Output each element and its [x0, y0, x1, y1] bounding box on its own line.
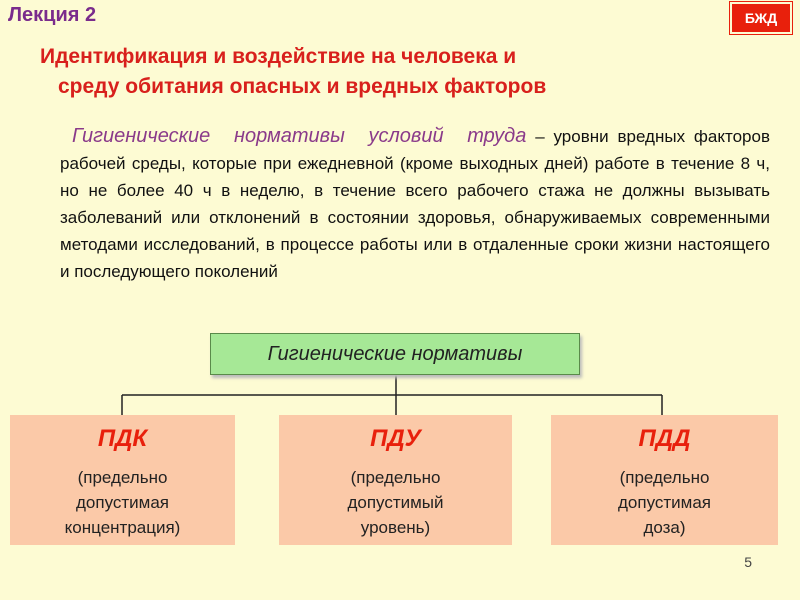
node-abbr: ПДД: [638, 425, 691, 452]
title-line-1: Идентификация и воздействие на человека и: [40, 45, 517, 68]
node-desc-line: уровень): [360, 518, 431, 537]
root-node-box: Гигиенические нормативы: [210, 333, 580, 375]
page-number: 5: [744, 554, 752, 570]
node-box-pdd: [551, 415, 778, 545]
node-description: [551, 465, 778, 540]
definition-term: Гигиенические нормативы условий труда: [72, 125, 527, 147]
node-desc-line: (предельно: [77, 468, 168, 487]
node-abbr: ПДК: [97, 425, 148, 452]
course-badge: БЖД: [730, 2, 792, 34]
node-box-pdu: [279, 415, 512, 545]
node-desc-line: допустимая: [75, 493, 170, 512]
node-desc-line: доза): [643, 518, 686, 537]
title-line-2: среду обитания опасных и вредных факторов: [58, 75, 547, 98]
node-desc-line: (предельно: [350, 468, 441, 487]
definition-text: – уровни вредных факторов рабочей среды, которые при ежедневной (кроме выходных дней) работе в течение 8 ч, но не более 40 ч в неделю, в течение всего рабочего стажа не должны вызывать заболеваний или отклонений в состоянии здоровья, обнаруживаемых современными методами исследований, в процессе работы или в отдаленные сроки жизни настоящего и последующего поколений: [60, 127, 770, 281]
node-abbr: ПДУ: [370, 425, 421, 452]
node-description: [10, 465, 235, 540]
node-desc-line: допустимый: [347, 493, 444, 512]
lecture-label: Лекция 2: [8, 4, 97, 26]
node-box-pdk: [10, 415, 235, 545]
node-desc-line: (предельно: [619, 468, 710, 487]
node-desc-line: концентрация): [64, 518, 181, 537]
node-description: [279, 465, 512, 540]
node-desc-line: допустимая: [617, 493, 712, 512]
